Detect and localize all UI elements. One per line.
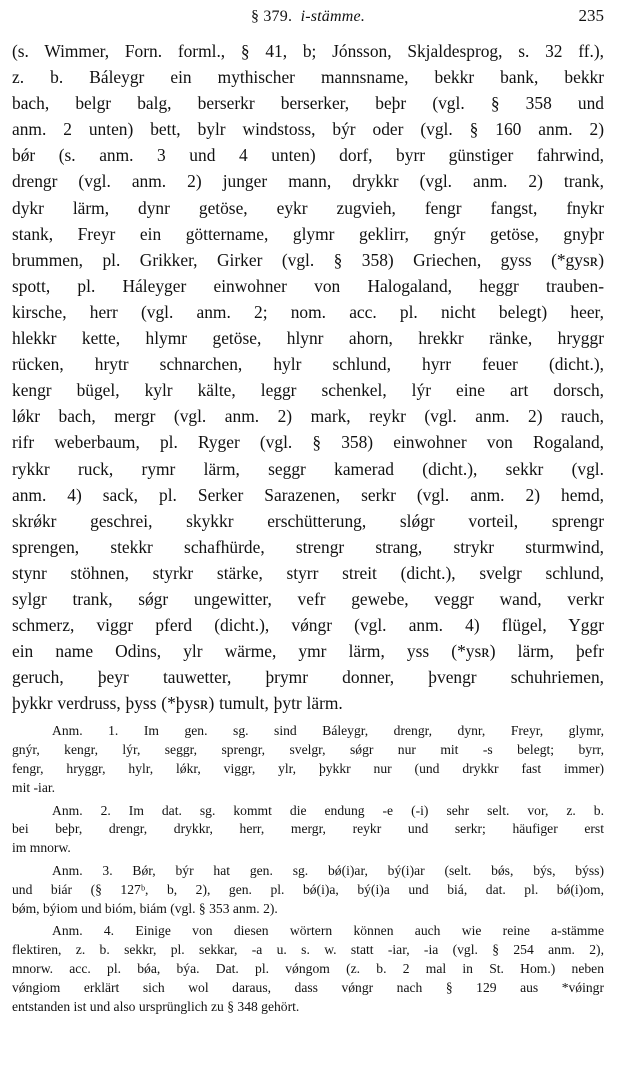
annotation-note <box>12 922 604 1016</box>
text-line: rifr weberbaum, pl. Ryger (vgl. § 358) einwohner von Rogaland, <box>12 432 604 453</box>
text-line: sprengen, stekkr schafhürde, strengr strang, strykr sturmwind, <box>12 536 604 557</box>
note-line: und biár (§ 127ᵇ, b, 2), gen. pl. bǿ(i)a, bý(i)a und biá, dat. pl. bǿ(i)om, <box>12 881 604 897</box>
running-header <box>12 4 604 34</box>
note-line: Anm. 1. Im gen. sg. sind Báleygr, drengr, dynr, Freyr, glymr, <box>52 723 604 739</box>
section-subject: i-stämme. <box>300 8 366 25</box>
text-line: spott, pl. Háleyger einwohner von Halogaland, heggr trauben- <box>12 275 604 296</box>
text-line: hlekkr kette, hlymr getöse, hlynr ahorn, hrekkr ränke, hryggr <box>12 328 604 349</box>
text-line: kengr bügel, kylr kälte, leggr schenkel, lýr eine art dorsch, <box>12 380 604 401</box>
text-line: bǿr (s. anm. 3 und 4 unten) dorf, byrr günstiger fahrwind, <box>12 145 604 166</box>
text-line: þykkr verdruss, þyss (*þysʀ) tumult, þytr lärm. <box>12 693 343 714</box>
annotations <box>12 722 604 1016</box>
note-line: im mnorw. <box>12 840 71 856</box>
text-line: lǿkr bach, mergr (vgl. anm. 2) mark, reykr (vgl. anm. 2) rauch, <box>12 406 604 427</box>
text-line: (s. Wimmer, Forn. forml., § 41, b; Jónsson, Skjaldesprog, s. 32 ff.), <box>12 41 604 61</box>
text-line: kirsche, herr (vgl. anm. 2; nom. acc. pl. nicht belegt) heer, <box>12 301 604 322</box>
header-title <box>12 8 604 26</box>
text-line: bach, belgr balg, berserkr berserker, beþr (vgl. § 358 und <box>12 93 604 114</box>
text-line: anm. 4) sack, pl. Serker Sarazenen, serkr (vgl. anm. 2) hemd, <box>12 484 604 505</box>
text-line: stynr stöhnen, styrkr stärke, styrr streit (dicht.), svelgr schlund, <box>12 562 604 583</box>
note-line: entstanden ist und also ursprünglich zu § 348 gehört. <box>12 998 300 1014</box>
text-line: dykr lärm, dynr getöse, eykr zugvieh, fengr fangst, fnykr <box>12 197 604 218</box>
annotation-note <box>12 722 604 797</box>
note-line: gnýr, kengr, lýr, seggr, sprengr, svelgr, sǿgr nur mit -s belegt; byrr, <box>12 742 604 758</box>
annotation-note <box>12 862 604 918</box>
text-line: z. b. Báleygr ein mythischer mannsname, bekkr bank, bekkr <box>12 67 604 88</box>
note-line: mnorw. acc. pl. bǿa, býa. Dat. pl. vǿngom (z. b. 2 mal in St. Hom.) neben <box>12 961 604 976</box>
text-line: anm. 2 unten) bett, bylr windstoss, býr oder (vgl. § 160 anm. 2) <box>12 119 604 140</box>
section-reference: § 379. <box>250 8 293 25</box>
note-line: Anm. 4. Einige von diesen wörtern können auch wie reine a-stämme <box>52 923 604 939</box>
text-line: sylgr trank, sǿgr ungewitter, vefr gewebe, veggr wand, verkr <box>12 588 604 609</box>
note-line: mit -iar. <box>12 779 56 795</box>
text-line: drengr (vgl. anm. 2) junger mann, drykkr (vgl. anm. 2) trank, <box>12 171 604 192</box>
note-line: bǿm, býiom und bióm, biám (vgl. § 353 anm. 2). <box>12 900 278 916</box>
text-line: rücken, hrytr schnarchen, hylr schlund, hyrr feuer (dicht.), <box>12 354 604 375</box>
text-line: geruch, þeyr tauwetter, þrymr donner, þvengr schuhriemen, <box>12 667 604 688</box>
page-number: 235 <box>578 6 604 25</box>
text-line: skrǿkr geschrei, skykkr erschütterung, slǿgr vorteil, sprengr <box>12 510 604 531</box>
book-page <box>12 4 604 1020</box>
text-line: brummen, pl. Grikker, Girker (vgl. § 358) Griechen, gyss (*gysʀ) <box>12 249 604 270</box>
text-line: schmerz, viggr pferd (dicht.), vǿngr (vgl. anm. 4) flügel, Yggr <box>12 615 604 636</box>
note-line: Anm. 3. Bǿr, býr hat gen. sg. bǿ(i)ar, bý(i)ar (selt. bǿs, býs, býss) <box>52 863 604 879</box>
text-line: stank, Freyr ein göttername, glymr geklirr, gnýr getöse, gnyþr <box>12 223 604 244</box>
note-line: flektiren, z. b. sekkr, pl. sekkar, -a u. s. w. statt -iar, -ia (vgl. § 254 anm. 2), <box>12 942 604 958</box>
text-line: rykkr ruck, rymr lärm, seggr kamerad (dicht.), sekkr (vgl. <box>12 458 604 479</box>
note-line: fengr, hryggr, hylr, lǿkr, viggr, ylr, þykkr nur (und drykkr fast immer) <box>12 761 604 777</box>
note-line: bei beþr, drengr, drykkr, herr, mergr, reykr und serkr; häufiger erst <box>12 821 604 837</box>
note-line: Anm. 2. Im dat. sg. kommt die endung -e (-i) sehr selt. vor, z. b. <box>52 802 604 818</box>
main-text <box>12 38 604 716</box>
text-line: ein name Odins, ylr wärme, ymr lärm, yss (*ysʀ) lärm, þefr <box>12 641 604 662</box>
note-line: vǿngiom erklärt sich wol daraus, dass vǿngr nach § 129 aus *vǿingr <box>12 979 604 995</box>
annotation-note <box>12 802 604 858</box>
